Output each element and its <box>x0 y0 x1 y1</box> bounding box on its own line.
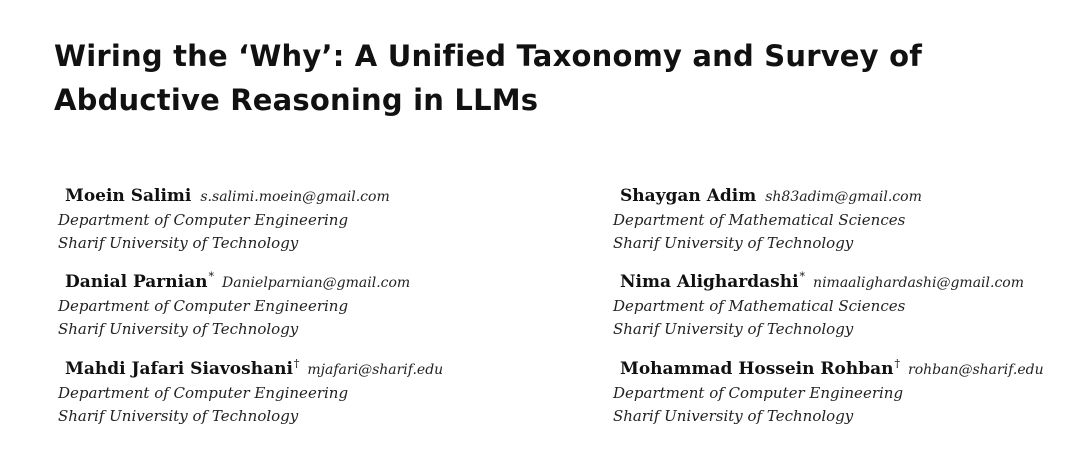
author-block-shaygan-adim <box>613 183 1080 255</box>
author-university: Sharif University of Technology <box>58 320 299 338</box>
paper-title-line-2: Abductive Reasoning in LLMs <box>54 83 539 117</box>
author-name-line <box>58 269 528 295</box>
author-name: Moein Salimi <box>65 186 192 206</box>
paper-title <box>54 34 1034 122</box>
author-footnote-mark: * <box>208 270 214 283</box>
author-email: mjafari@sharif.edu <box>307 362 444 378</box>
author-block-nima-alighardashi <box>613 269 1080 341</box>
author-block-moein-salimi <box>58 183 528 255</box>
author-university: Sharif University of Technology <box>613 234 854 252</box>
author-university: Sharif University of Technology <box>58 407 299 425</box>
author-name-line <box>613 269 1080 295</box>
author-name-line <box>613 356 1080 382</box>
author-department: Department of Computer Engineering <box>613 384 904 402</box>
author-email: rohban@sharif.edu <box>908 362 1044 378</box>
author-email: nimaalighardashi@gmail.com <box>813 275 1025 291</box>
author-footnote-mark: † <box>894 357 901 370</box>
author-university: Sharif University of Technology <box>58 234 299 252</box>
author-block-mohammad-hossein-rohban <box>613 356 1080 428</box>
author-email: sh83adim@gmail.com <box>765 189 922 205</box>
author-name: Shaygan Adim <box>620 186 757 206</box>
author-footnote-mark: * <box>799 270 806 283</box>
author-name-line <box>58 356 528 382</box>
author-department: Department of Mathematical Sciences <box>613 297 906 315</box>
paper-title-line-1: Wiring the ‘Why’: A Unified Taxonomy and Survey of <box>54 39 923 73</box>
author-department: Department of Computer Engineering <box>58 297 349 315</box>
author-name: Mohammad Hossein Rohban <box>620 359 894 379</box>
author-footnote-mark: † <box>293 357 300 370</box>
author-name: Nima Alighardashi <box>620 272 799 292</box>
author-name: Mahdi Jafari Siavoshani <box>65 359 293 379</box>
author-name: Danial Parnian <box>65 272 208 292</box>
author-department: Department of Computer Engineering <box>58 384 349 402</box>
author-name-line <box>58 183 528 209</box>
author-university: Sharif University of Technology <box>613 320 854 338</box>
author-department: Department of Mathematical Sciences <box>613 211 906 229</box>
author-email: s.salimi.moein@gmail.com <box>200 189 390 205</box>
author-block-mahdi-jafari-siavoshani <box>58 356 528 428</box>
author-department: Department of Computer Engineering <box>58 211 349 229</box>
author-block-danial-parnian <box>58 269 528 341</box>
author-name-line <box>613 183 1080 209</box>
author-university: Sharif University of Technology <box>613 407 854 425</box>
author-email: Danielparnian@gmail.com <box>221 275 411 291</box>
